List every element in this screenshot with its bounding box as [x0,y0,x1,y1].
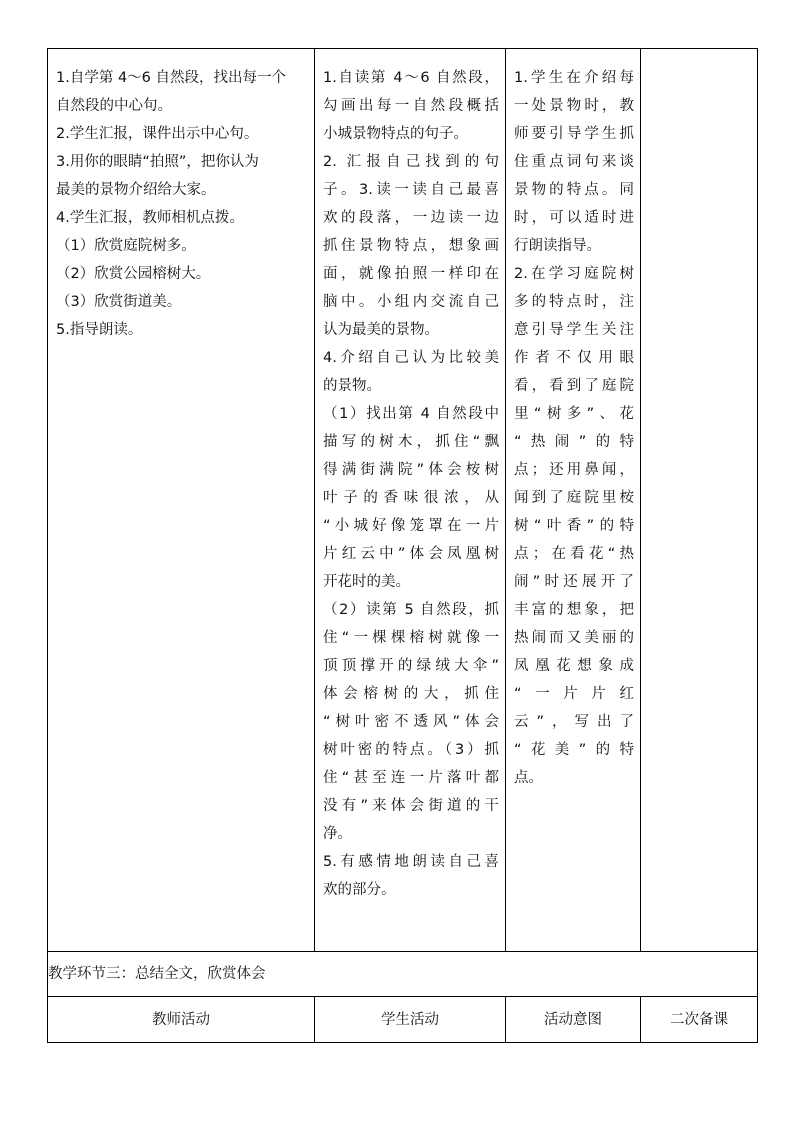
teacher-line: 自然段的中心句。 [56,98,172,114]
student-line: 顶顶撑开的绿绒大伞” [323,658,499,674]
student-line: 没有”来体会街道的干 [323,798,499,814]
intent-line: 意引导学生关注 [514,322,634,338]
teacher-activity-cell [48,49,315,952]
teacher-activity-text [48,49,314,348]
student-line: 体会榕树的大，抓住 [323,686,499,702]
intent-line: “一片片红 [514,686,634,702]
intent-line: 云”，写出了 [514,714,634,730]
teacher-line: 3.用你的眼睛“拍照”，把你认为 [56,154,259,170]
intent-line: 点；还用鼻闻， [514,462,634,478]
student-line: 住“甚至连一片落叶都 [323,770,499,786]
student-line: 2. 汇报自己找到的句 [323,154,499,170]
student-activity-text [315,49,505,908]
section-title: 教学环节三：总结全文，欣赏体会 [48,952,758,997]
intent-line: 2.在学习庭院树 [514,266,634,282]
teacher-line: （3）欣赏街道美。 [56,294,182,310]
intent-line: 点；在看花“热 [514,546,634,562]
student-line: （2）读第 5 自然段，抓 [323,602,499,618]
intent-line: 多的特点时，注 [514,294,634,310]
intent-line: 1.学生在介绍每 [514,70,634,86]
intent-line: 丰富的想象，把 [514,602,634,618]
content-row [48,49,758,952]
header-teacher: 教师活动 [48,997,315,1043]
intent-line: “热闹”的特 [514,434,634,450]
student-line: 住“一棵棵榕树就像一 [323,630,499,646]
teacher-line: （1）欣赏庭院树多。 [56,238,196,254]
intent-line: 闹”时还展开了 [514,574,634,590]
intent-line: 师要引导学生抓 [514,126,634,142]
student-line: 5.有感情地朗读自己喜 [323,854,499,870]
intent-line: 看，看到了庭院 [514,378,634,394]
student-line: 勾画出每一自然段概括 [323,98,499,114]
intent-line: 凤凰花想象成 [514,658,634,674]
student-activity-cell [315,49,506,952]
student-line: 子。3.读一读自己最喜 [323,182,499,198]
header-row [48,997,758,1043]
intent-cell [506,49,641,952]
teacher-line: 4.学生汇报，教师相机点拨。 [56,210,244,226]
student-line: 的景物。 [323,378,381,394]
intent-line: 里“树多”、花 [514,406,634,422]
student-line: 叶子的香味很浓，从 [323,490,499,506]
section-row [48,952,758,997]
student-line: 4.介绍自己认为比较美 [323,350,499,366]
intent-text [506,49,640,796]
teacher-line: （2）欣赏公园榕树大。 [56,266,211,282]
student-line: 树叶密的特点。（3）抓 [323,742,499,758]
intent-line: 一处景物时，教 [514,98,634,114]
intent-line: “花美”的特 [514,742,634,758]
student-line: “小城好像笼罩在一片 [323,518,499,534]
teacher-line: 2.学生汇报，课件出示中心句。 [56,126,259,142]
intent-line: 景物的特点。同 [514,182,634,198]
intent-line: 住重点词句来谈 [514,154,634,170]
student-line: 开花时的美。 [323,574,410,590]
student-line: 面，就像拍照一样印在 [323,266,499,282]
intent-line: 树“叶香”的特 [514,518,634,534]
teacher-line: 1.自学第 4～6 自然段，找出每一个 [56,70,287,86]
student-line: 片红云中”体会凤凰树 [323,546,499,562]
header-student: 学生活动 [315,997,506,1043]
student-line: 欢的段落，一边读一边 [323,210,499,226]
lesson-plan-table [47,48,758,1043]
intent-line: 时，可以适时进 [514,210,634,226]
intent-line: 作者不仅用眼 [514,350,634,366]
student-line: 描写的树木，抓住“飘 [323,434,499,450]
student-line: 1.自读第 4～6 自然段， [323,70,499,86]
header-intent: 活动意图 [506,997,641,1043]
student-line: （1）找出第 4 自然段中 [323,406,499,422]
intent-line: 热闹而又美丽的 [514,630,634,646]
student-line: 抓住景物特点，想象画 [323,238,499,254]
student-line: 欢的部分。 [323,882,396,898]
student-line: 脑中。小组内交流自己 [323,294,499,310]
student-line: 得满街满院”体会桉树 [323,462,499,478]
intent-line: 闻到了庭院里桉 [514,490,634,506]
student-line: 认为最美的景物。 [323,322,439,338]
intent-line: 行朗读指导。 [514,238,601,254]
teacher-line: 最美的景物介绍给大家。 [56,182,216,198]
student-line: 净。 [323,826,352,842]
student-line: “树叶密不透风”体会 [323,714,499,730]
student-line: 小城景物特点的句子。 [323,126,468,142]
second-prep-cell [641,49,758,952]
teacher-line: 5.指导朗读。 [56,322,143,338]
intent-line: 点。 [514,770,543,786]
header-notes: 二次备课 [641,997,758,1043]
